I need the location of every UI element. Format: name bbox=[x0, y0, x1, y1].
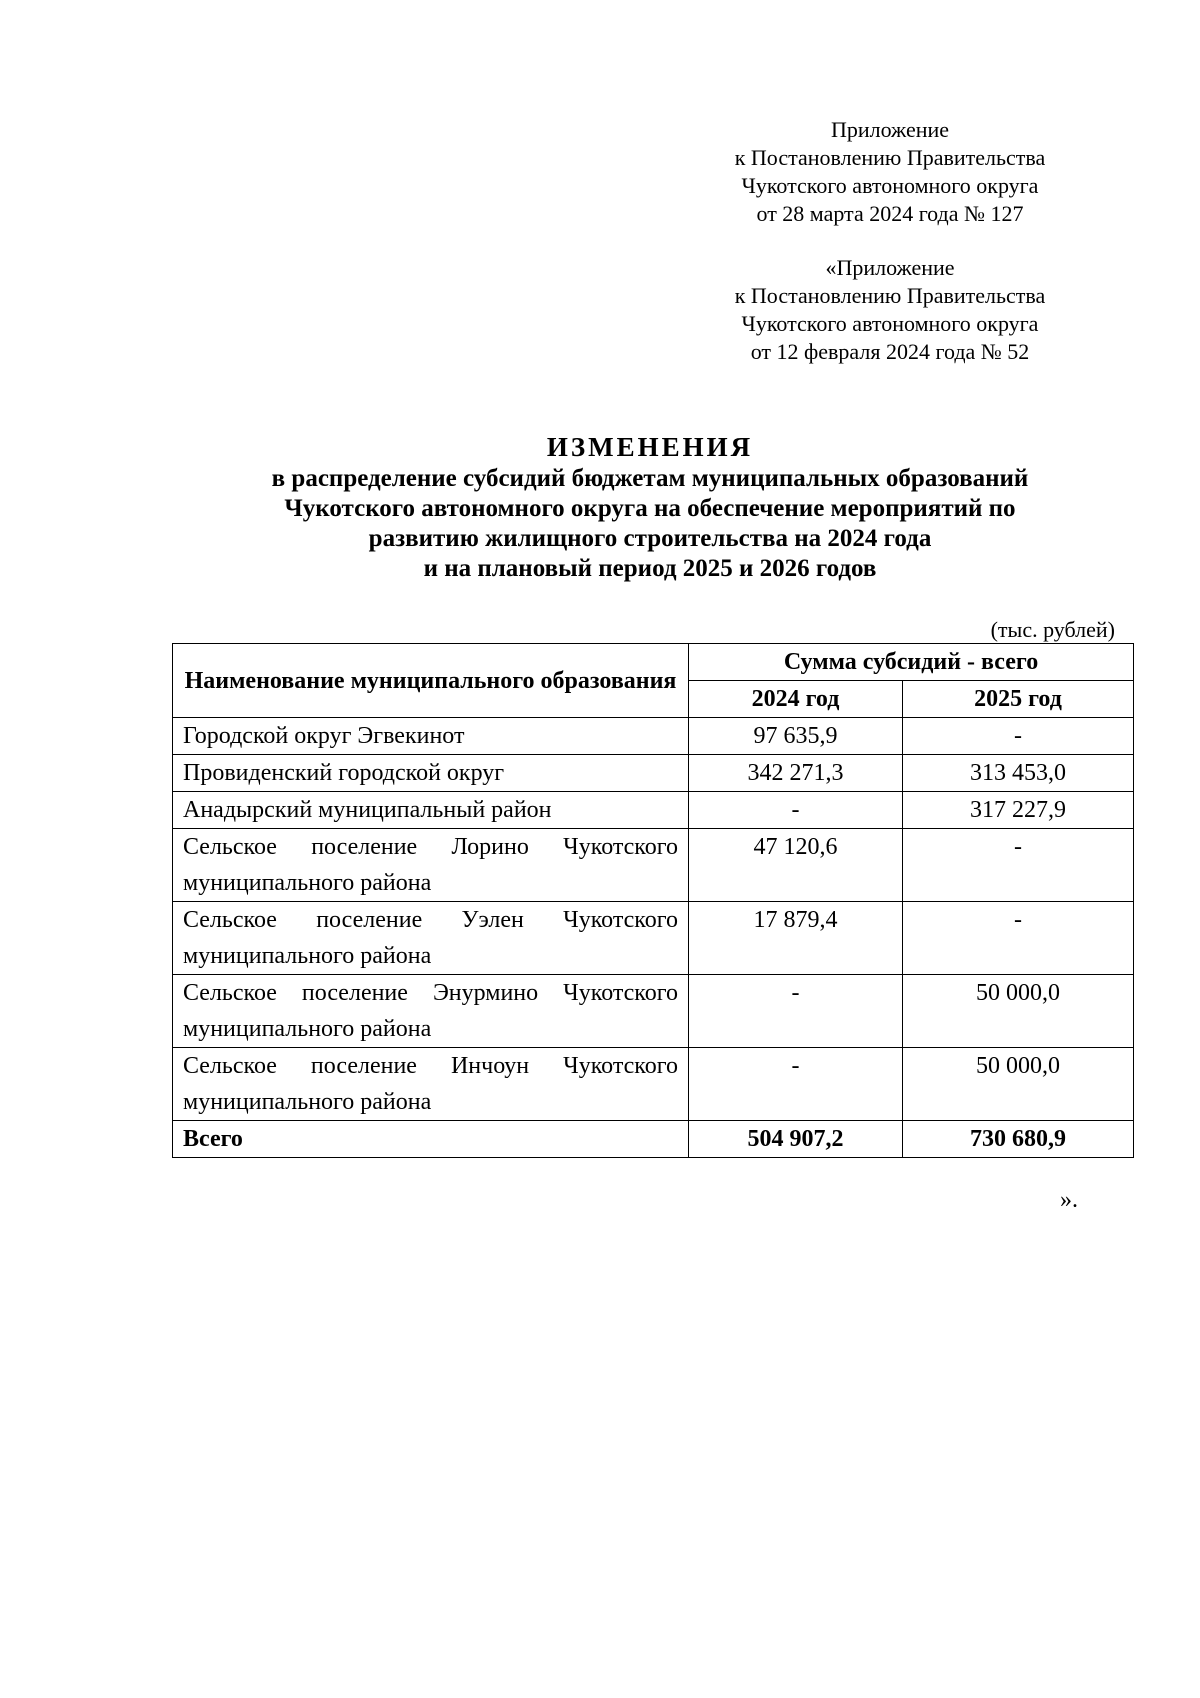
amount-2024: 342 271,3 bbox=[689, 755, 903, 792]
appendix-header-current bbox=[700, 116, 1080, 228]
table-header-row bbox=[173, 644, 1134, 681]
header-year-2025: 2025 год bbox=[903, 681, 1134, 718]
total-2024: 504 907,2 bbox=[689, 1121, 903, 1158]
amount-2025: 313 453,0 bbox=[903, 755, 1134, 792]
amount-2024: 97 635,9 bbox=[689, 718, 903, 755]
table-row bbox=[173, 718, 1134, 755]
table-row bbox=[173, 792, 1134, 829]
appendix-line: от 12 февраля 2024 года № 52 bbox=[750, 339, 1030, 364]
title-line: Чукотского автономного округа на обеспечение мероприятий по bbox=[284, 495, 1016, 522]
table-row bbox=[173, 902, 1134, 975]
table-row bbox=[173, 975, 1134, 1048]
amount-2024: 47 120,6 bbox=[689, 829, 903, 902]
municipality-name: Сельское поселение Инчоун Чукотского муниципального района bbox=[173, 1048, 689, 1121]
amount-2025: - bbox=[903, 902, 1134, 975]
appendix-line: Приложение bbox=[830, 117, 950, 142]
amount-2024: - bbox=[689, 975, 903, 1048]
total-label: Всего bbox=[173, 1121, 689, 1158]
header-sum-total: Сумма субсидий - всего bbox=[689, 644, 1134, 681]
table-total-row bbox=[173, 1121, 1134, 1158]
amount-2024: - bbox=[689, 1048, 903, 1121]
header-municipality: Наименование муниципального образования bbox=[173, 644, 689, 718]
amount-2024: - bbox=[689, 792, 903, 829]
total-2025: 730 680,9 bbox=[903, 1121, 1134, 1158]
amount-2025: - bbox=[903, 829, 1134, 902]
municipality-name: Анадырский муниципальный район bbox=[173, 792, 689, 829]
title-line: в распределение субсидий бюджетам муниципальных образований bbox=[271, 465, 1029, 492]
table-row bbox=[173, 755, 1134, 792]
table-row bbox=[173, 1048, 1134, 1121]
appendix-line: от 28 марта 2024 года № 127 bbox=[756, 201, 1024, 226]
municipality-name: Сельское поселение Энурмино Чукотского муниципального района bbox=[173, 975, 689, 1048]
amount-2025: 317 227,9 bbox=[903, 792, 1134, 829]
appendix-header-previous bbox=[700, 254, 1080, 366]
closing-quote: ». bbox=[1060, 1187, 1078, 1213]
document-title bbox=[150, 430, 1150, 584]
municipality-name: Провиденский городской округ bbox=[173, 755, 689, 792]
appendix-line: к Постановлению Правительства bbox=[734, 283, 1046, 308]
header-year-2024: 2024 год bbox=[689, 681, 903, 718]
amount-2024: 17 879,4 bbox=[689, 902, 903, 975]
amount-2025: 50 000,0 bbox=[903, 1048, 1134, 1121]
appendix-line: Чукотского автономного округа bbox=[741, 173, 1039, 198]
appendix-line: Чукотского автономного округа bbox=[741, 311, 1039, 336]
municipality-name: Сельское поселение Лорино Чукотского муниципального района bbox=[173, 829, 689, 902]
title-line: и на плановый период 2025 и 2026 годов bbox=[423, 555, 877, 582]
table-row bbox=[173, 829, 1134, 902]
appendix-line: «Приложение bbox=[825, 255, 955, 280]
amount-2025: - bbox=[903, 718, 1134, 755]
units-label: (тыс. рублей) bbox=[990, 617, 1115, 642]
title-line: развитию жилищного строительства на 2024 года bbox=[368, 525, 932, 552]
municipality-name: Сельское поселение Уэлен Чукотского муниципального района bbox=[173, 902, 689, 975]
appendix-line: к Постановлению Правительства bbox=[734, 145, 1046, 170]
subsidies-table bbox=[172, 643, 1134, 1158]
title-main: ИЗМЕНЕНИЯ bbox=[546, 432, 754, 462]
amount-2025: 50 000,0 bbox=[903, 975, 1134, 1048]
municipality-name: Городской округ Эгвекинот bbox=[173, 718, 689, 755]
